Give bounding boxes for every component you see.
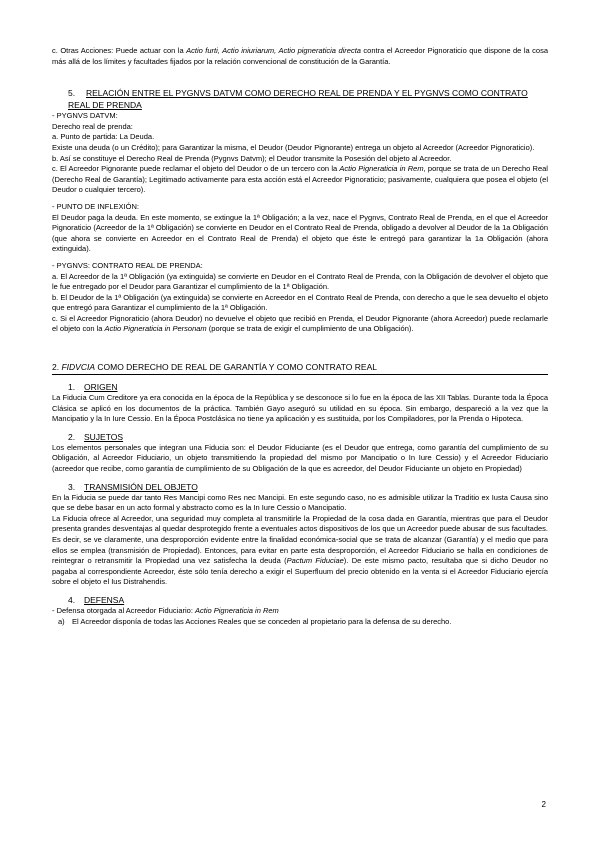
origen-text: La Fiducia Cum Creditore ya era conocida en la época de la República y se desconoce si lo fue en la época de las XII Tablas. Durante toda la Época Clásica se aplicó en los documentos de la práctica. También Gayo aseguró su utilidad en su época. Sin embargo, despareció a la vez que la Mancipatio y la In Iure Cessio. En la Época Postclásica no tiene ya aplicación y es sustituida, por los Compiladores, por la Prenda o Hipoteca. — [52, 393, 548, 424]
contrato-a: a. El Acreedor de la 1ª Obligación (ya extinguida) se convierte en Deudor en el Contrato Real de Prenda, con la Obligación de devolver el objeto que le fue entregado por el Deudor para Garantizar el cumplimiento de la 1ª Obligación. — [52, 271, 548, 292]
intro-paragraph: c. Otras Acciones: Puede actuar con la Actio furti, Actio iniuriarum, Actio pigneraticia directa contra el Acreedor Pignoraticio que dispone de la cosa más allá de los límites y facultades fijados por la relación convencional de constitución de la Garantía. — [52, 46, 548, 66]
section-2-heading: 2. FIDVCIA COMO DERECHO DE REAL DE GARANTÍA Y COMO CONTRATO REAL — [52, 361, 548, 375]
inflexion-title: - PUNTO DE INFLEXIÓN: — [52, 201, 139, 211]
defensa-heading: 4. DEFENSA — [68, 594, 125, 605]
datvm-line-2: a. Punto de partida: La Deuda. — [52, 132, 155, 142]
contrato-title: - PYGNVS: CONTRATO REAL DE PRENDA: — [52, 260, 203, 270]
datvm-line-5: c. El Acreedor Pignorante puede reclamar el objeto del Deudor o de un tercero con la Actio Pigneraticia in Rem, porque se trata de un Derecho Real (Derecho Real de Garantía); Legitimado activamente para esta acción está el Acreedor Pignoraticio; pasivamente, cualquiera que posea el objeto (el Deudor o cualquier tercero). — [52, 164, 548, 195]
page-number: 2 — [541, 800, 546, 809]
datvm-line-1: Derecho real de prenda: — [52, 121, 133, 131]
origen-heading: 1. ORIGEN — [68, 382, 118, 393]
defensa-item-a: a) El Acreedor disponía de todas las Acciones Reales que se conceden al propietario para la defensa de su derecho. — [58, 616, 452, 626]
datvm-line-4: b. Así se constituye el Derecho Real de Prenda (Pygnvs Datvm); el Deudor transmite la Posesión del objeto al Acreedor. — [52, 153, 452, 163]
defensa-line-1: - Defensa otorgada al Acreedor Fiduciario: Actio Pigneraticia in Rem — [52, 605, 279, 615]
sujetos-heading: 2. SUJETOS — [68, 431, 124, 442]
sujetos-text: Los elementos personales que integran una Fiducia son: el Deudor Fiduciante (es el Deudor que entrega, como garantía del cumplimiento de su Obligación, al Acreedor Fiduciario, un objeto transmitiendo la propiedad del mismo por Mancipatio o In Iure Cessio) y el Acreedor Fiduciario (acreedor que recibe, como garantía de cumplimiento de su Obligación de la que es acreedor, del Deudor Fiduciante un objeto en Propiedad) — [52, 442, 548, 474]
document-page — [52, 46, 548, 627]
section-5-heading: 5. RELACIÓN ENTRE EL PYGNVS DATVM COMO DERECHO REAL DE PRENDA Y EL PYGNVS COMO CONTRATO REAL DE PRENDA — [68, 88, 528, 111]
transmision-heading: 3. TRANSMISIÓN DEL OBJETO — [68, 481, 198, 492]
datvm-line-3: Existe una deuda (o un Crédito); para Garantizar la misma, el Deudor (Deudor Pignorante) entrega un objeto al Acreedor (Acreedor Pignoraticio). — [52, 142, 535, 152]
transmision-p2: La Fiducia ofrece al Acreedor, una seguridad muy completa al transmitirle la Propiedad de la cosa dada en Garantía, mientras que para el Deudor presenta grandes desventajas al quedar desprotegido frente a eventuales actos dispositivos de los que un Acreedor puede abusar de sus facultades. Es decir, se ve claramente, una desproporción evidente entre la finalidad económica-social que se trata de alcanzar (Garantía) y el medio que para ellos se emplea (transmisión de Propiedad). Entonces, para evitar en parte esta desproporción, el Acreedor Fiduciario se halla en condiciones de reintegrar o retransmitir la Propiedad una vez satisfecha la deuda (Pactum Fiduciae). De este mismo pacto, resultaba que si dicho Deudor no pagaba al correspondiente Acreedor, éste sólo tenía derecho a exigir el Superfluum del precio obtenido en la venta si el Acreedor Fiduciario ejercía sobre el objeto el Ius Distrahendis. — [52, 513, 548, 587]
contrato-b: b. El Deudor de la 1ª Obligación (ya extinguida) se convierte en Acreedor en el Contrato Real de Prenda, con derecho a que le sea devuelto el objeto que entregó para Garantizar el cumplimiento de la 1ª Obligación. — [52, 292, 548, 313]
datvm-title: - PYGNVS DATVM: — [52, 111, 118, 121]
inflexion-text: El Deudor paga la deuda. En este momento, se extingue la 1ª Obligación; a la vez, nace el Pygnvs, Contrato Real de Prenda, en el que el Acreedor Pignoraticio (Acreedor de la 1ª Obligación) se convierte en Deudor en el Contrato Real de Prenda, obligado a devolver al Deudor de la 1a Obligación (que ahora se convierte en Acreedor en el Contrato Real de Prenda) el objeto que éste le entregó para garantizar la 1a Obligación (ahora extinguida). — [52, 212, 548, 254]
contrato-c: c. Si el Acreedor Pignoraticio (ahora Deudor) no devuelve el objeto que recibió en Prenda, el Deudor Pignorante (ahora Acreedor) puede reclamarle el objeto con la Actio Pigneraticia in Personam (porque se trata de exigir el cumplimiento de una Obligación). — [52, 313, 548, 334]
transmision-p1: En la Fiducia se puede dar tanto Res Mancipi como Res nec Mancipi. En este segundo caso, no es admisible utilizar la Traditio ex Iusta Causa sino que se debe basar en un acto formal y abstracto como es la In Iure Cessio o Mancipatio. — [52, 492, 548, 513]
